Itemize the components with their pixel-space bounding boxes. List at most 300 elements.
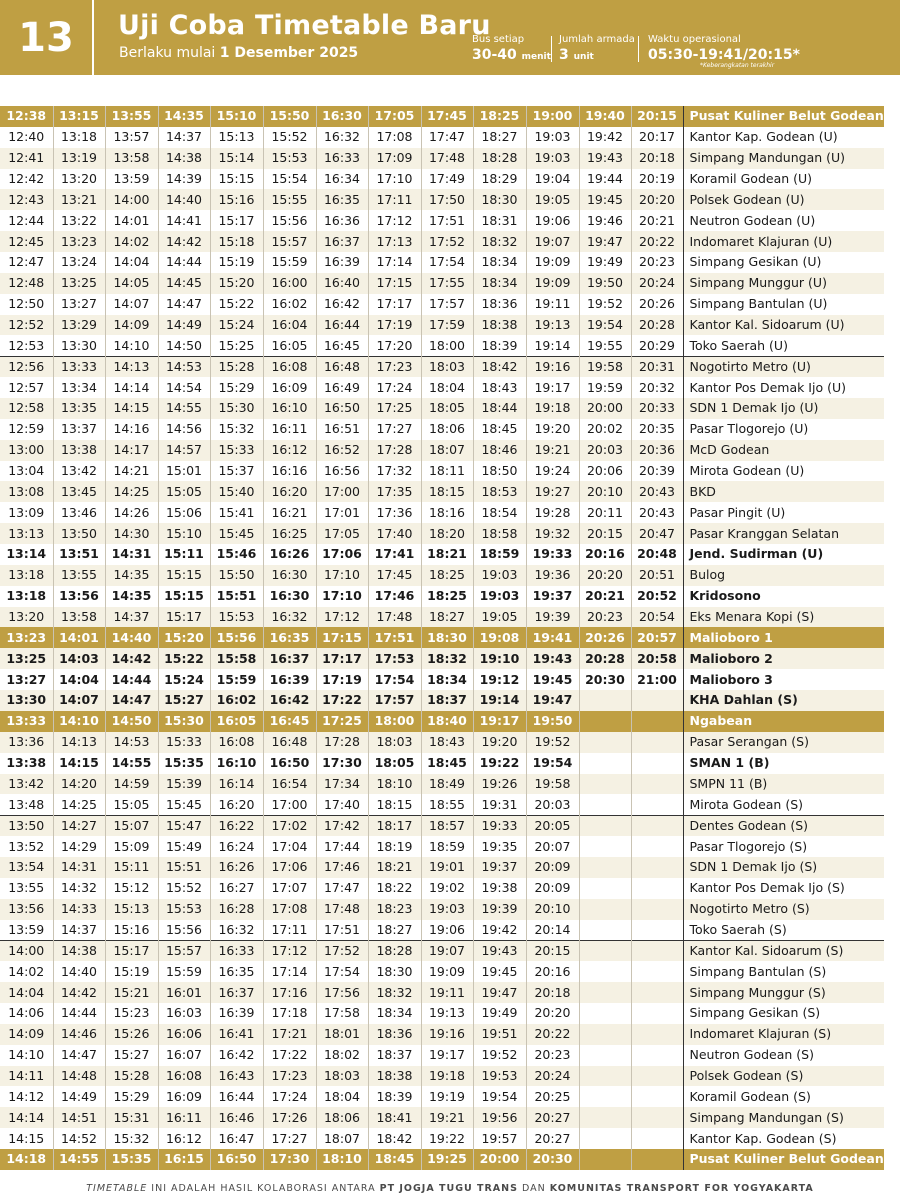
timetable-row <box>0 502 884 523</box>
departure-time: 17:10 <box>368 169 421 190</box>
departure-time: 15:05 <box>105 794 158 815</box>
departure-time: 15:56 <box>158 920 210 941</box>
departure-time: 16:47 <box>210 1128 263 1149</box>
departure-time: 18:37 <box>421 690 473 711</box>
departure-time: 19:37 <box>473 857 526 878</box>
stop-name: Kantor Kap. Godean (S) <box>683 1128 884 1149</box>
departure-time: 20:52 <box>631 586 683 607</box>
timetable-row <box>0 440 884 461</box>
departure-time: 17:06 <box>263 857 316 878</box>
departure-time: 14:14 <box>105 377 158 398</box>
departure-time: 20:15 <box>631 106 683 127</box>
departure-time: 19:14 <box>473 690 526 711</box>
departure-time: 19:25 <box>421 1149 473 1170</box>
departure-time: 14:49 <box>53 1086 105 1107</box>
departure-time: 14:38 <box>53 940 105 961</box>
departure-time: 13:50 <box>0 815 53 836</box>
departure-time: 16:33 <box>316 148 368 169</box>
departure-time: 17:36 <box>368 502 421 523</box>
departure-time: 20:05 <box>526 815 579 836</box>
departure-time: 19:03 <box>421 899 473 920</box>
departure-time: 20:54 <box>631 607 683 628</box>
departure-time: 17:12 <box>368 210 421 231</box>
departure-time: 13:37 <box>53 419 105 440</box>
timetable-row <box>0 899 884 920</box>
departure-time <box>631 1066 683 1087</box>
departure-time: 16:08 <box>158 1066 210 1087</box>
stop-name: Simpang Munggur (U) <box>683 273 884 294</box>
departure-time: 17:45 <box>368 565 421 586</box>
departure-time: 19:21 <box>526 440 579 461</box>
timetable-row <box>0 1107 884 1128</box>
timetable-row <box>0 273 884 294</box>
departure-time: 15:40 <box>210 481 263 502</box>
departure-time: 19:22 <box>473 753 526 774</box>
departure-time: 13:56 <box>0 899 53 920</box>
departure-time <box>631 857 683 878</box>
departure-time: 19:50 <box>579 273 631 294</box>
departure-time: 20:16 <box>579 544 631 565</box>
departure-time: 19:59 <box>579 377 631 398</box>
info-divider <box>551 36 552 62</box>
stop-name: Mirota Godean (S) <box>683 794 884 815</box>
departure-time: 20:10 <box>526 899 579 920</box>
departure-time: 15:32 <box>105 1128 158 1149</box>
departure-time: 14:56 <box>158 419 210 440</box>
departure-time: 21:00 <box>631 669 683 690</box>
departure-time: 16:07 <box>158 1045 210 1066</box>
departure-time: 13:18 <box>53 127 105 148</box>
stop-name: Malioboro 3 <box>683 669 884 690</box>
departure-time: 20:32 <box>631 377 683 398</box>
departure-time: 13:34 <box>53 377 105 398</box>
stop-name: Simpang Gesikan (S) <box>683 1003 884 1024</box>
departure-time: 17:45 <box>421 106 473 127</box>
stop-name: Nogotirto Metro (S) <box>683 899 884 920</box>
stop-name: Nogotirto Metro (U) <box>683 356 884 377</box>
departure-time: 17:34 <box>316 774 368 795</box>
departure-time: 14:12 <box>0 1086 53 1107</box>
departure-time: 19:17 <box>526 377 579 398</box>
departure-time <box>579 1149 631 1170</box>
departure-time <box>579 732 631 753</box>
departure-time: 18:15 <box>421 481 473 502</box>
departure-time: 19:57 <box>473 1128 526 1149</box>
departure-time: 15:55 <box>263 189 316 210</box>
timetable-row <box>0 252 884 273</box>
departure-time: 16:02 <box>263 294 316 315</box>
departure-time: 19:35 <box>473 836 526 857</box>
departure-time: 13:48 <box>0 794 53 815</box>
timetable-row <box>0 1086 884 1107</box>
departure-time: 17:59 <box>421 315 473 336</box>
departure-time: 14:46 <box>53 1024 105 1045</box>
departure-time: 12:58 <box>0 398 53 419</box>
departure-time: 18:22 <box>368 878 421 899</box>
departure-time: 17:01 <box>316 502 368 523</box>
departure-time <box>579 1086 631 1107</box>
departure-time: 17:14 <box>368 252 421 273</box>
departure-time: 15:28 <box>210 356 263 377</box>
departure-time: 15:59 <box>210 669 263 690</box>
departure-time: 19:43 <box>473 940 526 961</box>
departure-time: 20:09 <box>526 878 579 899</box>
timetable-row <box>0 1066 884 1087</box>
departure-time: 14:37 <box>105 607 158 628</box>
departure-time: 17:22 <box>263 1045 316 1066</box>
stop-name: Jend. Sudirman (U) <box>683 544 884 565</box>
departure-time: 17:05 <box>316 523 368 544</box>
departure-time: 18:43 <box>421 732 473 753</box>
departure-time: 15:23 <box>105 1003 158 1024</box>
departure-time: 19:20 <box>526 419 579 440</box>
departure-time: 17:12 <box>316 607 368 628</box>
stop-name: Malioboro 1 <box>683 627 884 648</box>
effective-date: Berlaku mulai 1 Desember 2025 <box>119 45 359 61</box>
departure-time: 13:09 <box>0 502 53 523</box>
departure-time: 18:36 <box>473 294 526 315</box>
departure-time: 20:20 <box>631 189 683 210</box>
departure-time: 16:51 <box>316 419 368 440</box>
departure-time: 14:17 <box>105 440 158 461</box>
departure-time: 17:10 <box>316 586 368 607</box>
stop-name: SMPN 11 (B) <box>683 774 884 795</box>
departure-time: 13:35 <box>53 398 105 419</box>
departure-time: 19:32 <box>526 523 579 544</box>
departure-time: 18:06 <box>421 419 473 440</box>
departure-time: 15:06 <box>158 502 210 523</box>
departure-time <box>579 711 631 732</box>
departure-time: 20:36 <box>631 440 683 461</box>
departure-time: 16:49 <box>316 377 368 398</box>
departure-time: 13:38 <box>53 440 105 461</box>
departure-time: 15:52 <box>158 878 210 899</box>
departure-time: 18:03 <box>368 732 421 753</box>
footer-credit: TIMETABLE INI ADALAH HASIL KOLABORASI ANTARA PT JOGJA TUGU TRANS DAN KOMUNITAS TRANSPORT FOR YOGYAKARTA <box>86 1183 814 1194</box>
departure-time: 17:21 <box>263 1024 316 1045</box>
departure-time: 13:00 <box>0 440 53 461</box>
departure-time: 17:32 <box>368 461 421 482</box>
departure-time: 17:25 <box>316 711 368 732</box>
departure-time: 14:38 <box>158 148 210 169</box>
departure-time: 18:05 <box>421 398 473 419</box>
stop-name: SDN 1 Demak Ijo (S) <box>683 857 884 878</box>
departure-time: 18:30 <box>421 627 473 648</box>
departure-time: 13:25 <box>0 648 53 669</box>
departure-time: 15:56 <box>263 210 316 231</box>
stop-name: Kridosono <box>683 586 884 607</box>
departure-time: 16:20 <box>210 794 263 815</box>
departure-time: 15:20 <box>158 627 210 648</box>
departure-time: 17:13 <box>368 231 421 252</box>
departure-time: 17:04 <box>263 836 316 857</box>
departure-time: 16:39 <box>263 669 316 690</box>
departure-time: 17:15 <box>316 627 368 648</box>
departure-time <box>579 899 631 920</box>
stop-name: McD Godean <box>683 440 884 461</box>
stop-name: Mirota Godean (U) <box>683 461 884 482</box>
departure-time: 14:53 <box>158 356 210 377</box>
departure-time: 16:40 <box>316 273 368 294</box>
departure-time: 18:58 <box>473 523 526 544</box>
departure-time: 20:25 <box>526 1086 579 1107</box>
departure-time: 15:32 <box>210 419 263 440</box>
departure-time: 19:44 <box>579 169 631 190</box>
departure-time: 18:25 <box>473 106 526 127</box>
departure-time: 18:11 <box>421 461 473 482</box>
timetable-row <box>0 940 884 961</box>
departure-time: 18:42 <box>473 356 526 377</box>
departure-time <box>631 982 683 1003</box>
departure-time: 19:46 <box>579 210 631 231</box>
departure-time: 14:40 <box>158 189 210 210</box>
departure-time: 18:07 <box>316 1128 368 1149</box>
departure-time: 13:55 <box>53 565 105 586</box>
timetable-row <box>0 127 884 148</box>
departure-time: 14:18 <box>0 1149 53 1170</box>
timetable-row <box>0 481 884 502</box>
departure-time: 17:48 <box>368 607 421 628</box>
departure-time: 15:35 <box>105 1149 158 1170</box>
departure-time: 20:24 <box>631 273 683 294</box>
departure-time: 15:35 <box>158 753 210 774</box>
departure-time: 13:42 <box>53 461 105 482</box>
departure-time: 17:19 <box>316 669 368 690</box>
departure-time: 20:19 <box>631 169 683 190</box>
departure-time: 15:11 <box>158 544 210 565</box>
departure-time: 14:32 <box>53 878 105 899</box>
departure-time: 17:35 <box>368 481 421 502</box>
departure-time <box>631 878 683 899</box>
departure-time: 13:14 <box>0 544 53 565</box>
departure-time <box>579 774 631 795</box>
departure-time: 20:20 <box>579 565 631 586</box>
departure-time: 16:48 <box>316 356 368 377</box>
frequency-info: Bus setiap 30-40 menit <box>472 34 551 63</box>
departure-time: 18:00 <box>368 711 421 732</box>
departure-time: 19:58 <box>526 774 579 795</box>
departure-time: 15:09 <box>105 836 158 857</box>
departure-time: 14:14 <box>0 1107 53 1128</box>
departure-time: 12:52 <box>0 315 53 336</box>
departure-time: 19:52 <box>473 1045 526 1066</box>
departure-time: 18:21 <box>421 544 473 565</box>
departure-time <box>631 961 683 982</box>
departure-time <box>631 753 683 774</box>
stop-name: Polsek Godean (S) <box>683 1066 884 1087</box>
departure-time: 14:25 <box>53 794 105 815</box>
timetable-row <box>0 377 884 398</box>
departure-time: 18:30 <box>473 189 526 210</box>
timetable-row <box>0 836 884 857</box>
departure-time: 19:54 <box>473 1086 526 1107</box>
departure-time: 15:53 <box>263 148 316 169</box>
departure-time <box>579 982 631 1003</box>
timetable-row <box>0 1024 884 1045</box>
departure-time: 15:47 <box>158 815 210 836</box>
departure-time: 20:51 <box>631 565 683 586</box>
departure-time: 20:26 <box>631 294 683 315</box>
stop-name: Koramil Godean (U) <box>683 169 884 190</box>
departure-time: 14:16 <box>105 419 158 440</box>
departure-time: 18:27 <box>368 920 421 941</box>
departure-time: 16:33 <box>210 940 263 961</box>
departure-time: 19:08 <box>473 627 526 648</box>
departure-time: 14:06 <box>0 1003 53 1024</box>
departure-time: 14:40 <box>105 627 158 648</box>
departure-time: 15:15 <box>158 565 210 586</box>
departure-time: 16:04 <box>263 315 316 336</box>
stop-name: Kantor Kal. Sidoarum (S) <box>683 940 884 961</box>
departure-time: 14:00 <box>105 189 158 210</box>
fleet-info: Jumlah armada 3 unit <box>559 34 635 63</box>
departure-time <box>631 690 683 711</box>
departure-time: 13:54 <box>0 857 53 878</box>
departure-time: 17:24 <box>368 377 421 398</box>
departure-time: 16:32 <box>210 920 263 941</box>
departure-time: 17:06 <box>316 544 368 565</box>
departure-time: 14:55 <box>53 1149 105 1170</box>
departure-time: 14:40 <box>53 961 105 982</box>
departure-time: 19:54 <box>579 315 631 336</box>
departure-time: 15:58 <box>210 648 263 669</box>
departure-time: 13:13 <box>0 523 53 544</box>
departure-time: 16:50 <box>316 398 368 419</box>
departure-time: 19:22 <box>421 1128 473 1149</box>
departure-time: 17:05 <box>368 106 421 127</box>
departure-time: 14:13 <box>53 732 105 753</box>
departure-time: 16:08 <box>263 356 316 377</box>
departure-time: 16:42 <box>210 1045 263 1066</box>
departure-time: 20:18 <box>526 982 579 1003</box>
timetable-row <box>0 210 884 231</box>
departure-time: 18:25 <box>421 586 473 607</box>
departure-time: 20:27 <box>526 1128 579 1149</box>
departure-time: 18:27 <box>473 127 526 148</box>
departure-time <box>579 1066 631 1087</box>
departure-time: 16:50 <box>263 753 316 774</box>
departure-time: 16:48 <box>263 732 316 753</box>
departure-time: 15:30 <box>158 711 210 732</box>
departure-time: 19:49 <box>579 252 631 273</box>
departure-time: 16:24 <box>210 836 263 857</box>
departure-time: 17:08 <box>263 899 316 920</box>
departure-time: 16:45 <box>263 711 316 732</box>
departure-time: 13:23 <box>53 231 105 252</box>
departure-time <box>579 1024 631 1045</box>
stop-name: Pusat Kuliner Belut Godean <box>683 1149 884 1170</box>
departure-time: 17:41 <box>368 544 421 565</box>
departure-time: 19:10 <box>473 648 526 669</box>
departure-time: 14:20 <box>53 774 105 795</box>
departure-time: 14:02 <box>0 961 53 982</box>
departure-time: 20:11 <box>579 502 631 523</box>
departure-time: 16:54 <box>263 774 316 795</box>
departure-time <box>579 690 631 711</box>
departure-time: 15:51 <box>210 586 263 607</box>
departure-time: 14:55 <box>105 753 158 774</box>
departure-time: 19:18 <box>526 398 579 419</box>
departure-time: 16:02 <box>210 690 263 711</box>
timetable-row <box>0 732 884 753</box>
departure-time: 15:10 <box>210 106 263 127</box>
timetable-row <box>0 294 884 315</box>
departure-time: 16:45 <box>316 335 368 356</box>
departure-time: 15:41 <box>210 502 263 523</box>
stop-name: Pusat Kuliner Belut Godean <box>683 106 884 127</box>
departure-time: 18:46 <box>473 440 526 461</box>
departure-time: 13:19 <box>53 148 105 169</box>
departure-time: 18:32 <box>473 231 526 252</box>
timetable-row <box>0 627 884 648</box>
departure-time: 19:50 <box>526 711 579 732</box>
departure-time: 15:17 <box>105 940 158 961</box>
departure-time <box>631 1045 683 1066</box>
departure-time: 15:31 <box>105 1107 158 1128</box>
departure-time: 19:12 <box>473 669 526 690</box>
timetable-row <box>0 711 884 732</box>
departure-time: 19:06 <box>526 210 579 231</box>
departure-time: 19:56 <box>473 1107 526 1128</box>
timetable-row <box>0 753 884 774</box>
departure-time: 17:52 <box>316 940 368 961</box>
departure-time: 14:47 <box>158 294 210 315</box>
departure-time: 13:55 <box>105 106 158 127</box>
departure-time: 13:33 <box>0 711 53 732</box>
operating-hours-info: Waktu operasional 05:30-19:41/20:15* <box>648 34 800 63</box>
departure-time: 18:45 <box>368 1149 421 1170</box>
departure-time: 20:58 <box>631 648 683 669</box>
departure-time: 19:21 <box>421 1107 473 1128</box>
departure-time: 19:03 <box>526 127 579 148</box>
departure-time: 17:51 <box>316 920 368 941</box>
departure-time: 17:47 <box>316 878 368 899</box>
departure-time: 18:02 <box>316 1045 368 1066</box>
departure-time: 20:43 <box>631 502 683 523</box>
departure-time: 18:19 <box>368 836 421 857</box>
departure-time: 14:21 <box>105 461 158 482</box>
departure-time: 19:09 <box>526 252 579 273</box>
departure-time <box>579 878 631 899</box>
departure-time: 14:01 <box>105 210 158 231</box>
departure-time: 19:11 <box>526 294 579 315</box>
departure-time: 16:05 <box>210 711 263 732</box>
departure-time <box>579 1003 631 1024</box>
departure-time: 12:57 <box>0 377 53 398</box>
departure-time: 17:55 <box>421 273 473 294</box>
departure-time: 16:11 <box>158 1107 210 1128</box>
departure-time: 19:39 <box>473 899 526 920</box>
departure-time: 17:00 <box>263 794 316 815</box>
timetable-row <box>0 1149 884 1170</box>
departure-time: 20:00 <box>473 1149 526 1170</box>
timetable-row <box>0 774 884 795</box>
departure-time: 15:20 <box>210 273 263 294</box>
departure-time: 14:31 <box>53 857 105 878</box>
departure-time: 16:10 <box>210 753 263 774</box>
header-banner <box>0 0 900 75</box>
departure-time: 20:03 <box>579 440 631 461</box>
departure-time: 19:03 <box>473 565 526 586</box>
departure-time: 15:25 <box>210 335 263 356</box>
departure-time: 18:39 <box>473 335 526 356</box>
departure-time: 18:54 <box>473 502 526 523</box>
departure-time: 20:30 <box>579 669 631 690</box>
departure-time: 17:16 <box>263 982 316 1003</box>
timetable-row <box>0 523 884 544</box>
departure-time: 19:16 <box>421 1024 473 1045</box>
departure-time: 18:28 <box>368 940 421 961</box>
